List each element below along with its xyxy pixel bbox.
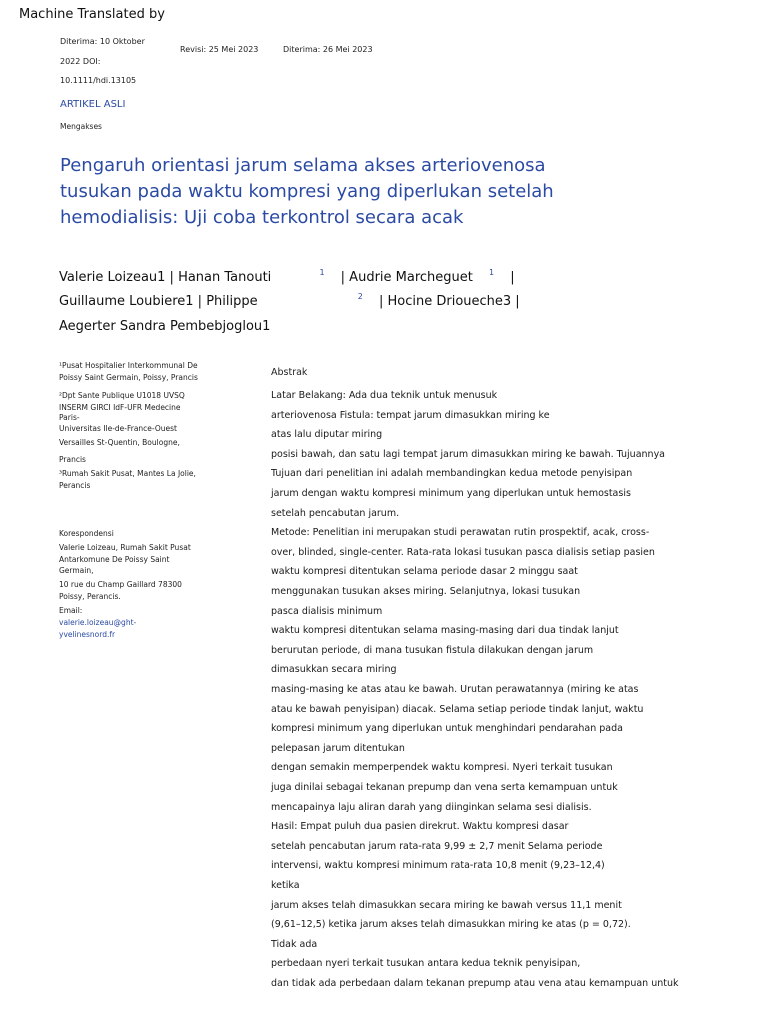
correspondence-line: Antarkomune De Poissy Saint xyxy=(59,554,170,564)
affiliation-line: ¹Pusat Hospitalier Interkommunal De xyxy=(59,361,198,370)
abstract-line: over, blinded, single-center. Rata-rata lokasi tusukan pasca dialisis setiap pasien xyxy=(271,546,655,558)
abstract-line: (9,61–12,5) ketika jarum akses telah dimasukkan miring ke atas (p = 0,72). xyxy=(271,919,631,931)
abstract-line: Metode: Penelitian ini merupakan studi perawatan rutin prospektif, acak, cross- xyxy=(271,527,650,539)
affiliation-line: Prancis xyxy=(59,455,86,464)
revised-date: Revisi: 25 Mei 2023 xyxy=(180,45,259,54)
email-label: Email: xyxy=(59,606,83,615)
title-line: Pengaruh orientasi jarum selama akses arteriovenosa xyxy=(60,155,546,176)
abstract-line: berurutan periode, di mana tusukan fistula dilakukan dengan jarum xyxy=(271,644,594,656)
correspondence-line: Germain, xyxy=(59,566,94,575)
authors-line-2 xyxy=(59,294,579,309)
abstract-line: posisi bawah, dan satu lagi tempat jarum dimasukkan miring ke bawah. Tujuannya xyxy=(271,448,666,460)
received-date-line-1: Diterima: 10 Oktober xyxy=(60,37,145,46)
abstract-line: Tidak ada xyxy=(271,938,318,950)
abstract-line: jarum dengan waktu kompresi minimum yang diperlukan untuk hemostasis xyxy=(271,488,631,499)
abstract-line: pasca dialisis minimum xyxy=(271,605,383,617)
affiliation-line: ³Rumah Sakit Pusat, Mantes La Jolie, xyxy=(59,469,196,478)
article-title xyxy=(60,153,620,231)
author-text: | Hocine Drioueche3 | xyxy=(378,294,520,309)
abstract-line: pelepasan jarum ditentukan xyxy=(271,742,405,754)
abstract-line: mencapainya laju aliran darah yang diinginkan selama sesi dialisis. xyxy=(271,801,592,813)
author-text: Guillaume Loubiere1 | Philippe xyxy=(59,294,258,309)
abstract-line: kompresi minimum yang diperlukan untuk menghindari pendarahan pada xyxy=(271,723,623,735)
abstract-line: setelah pencabutan jarum. xyxy=(271,507,400,519)
correspondence-line: 10 rue du Champ Gaillard 78300 xyxy=(59,580,182,589)
affiliations xyxy=(59,361,219,491)
accepted-date: Diterima: 26 Mei 2023 xyxy=(283,45,373,54)
machine-translated-watermark: Machine Translated by xyxy=(19,7,165,22)
abstract-line: juga dinilai sebagai tekanan prepump dan vena serta kemampuan untuk xyxy=(271,782,618,793)
abstract-line: waktu kompresi ditentukan selama masing-masing dari dua tindak lanjut xyxy=(271,625,619,637)
affiliation-line: Perancis xyxy=(59,481,91,490)
authors-line-1 xyxy=(59,270,579,285)
affiliation-line: Paris- xyxy=(59,413,80,422)
affiliation-line: Versailles St-Quentin, Boulogne, xyxy=(59,438,180,447)
abstract-line: waktu kompresi ditentukan selama periode dasar 2 minggu saat xyxy=(271,566,578,578)
author-text: | xyxy=(510,270,515,285)
abstract-line: intervensi, waktu kompresi minimum rata-rata 10,8 menit (9,23–12,4) xyxy=(271,860,605,872)
abstract-line: Hasil: Empat puluh dua pasien direkrut. Waktu kompresi dasar xyxy=(271,821,569,833)
abstract-line: atas lalu diputar miring xyxy=(271,429,383,441)
abstract-heading: Abstrak xyxy=(271,367,308,378)
abstract-line: Tujuan dari penelitian ini adalah membandingkan kedua metode penyisipan xyxy=(271,468,633,480)
abstract-line: dimasukkan secara miring xyxy=(271,664,397,676)
affiliation-marker: 1 xyxy=(489,268,495,277)
email-link[interactable]: valerie.loizeau@ght- xyxy=(59,618,137,627)
affiliation-line: Universitas Ile-de-France-Ouest xyxy=(59,424,177,433)
authors-line-3: Aegerter Sandra Pembebjoglou1 xyxy=(59,319,271,334)
title-line: tusukan pada waktu kompresi yang diperlukan setelah xyxy=(60,181,554,202)
section-label: Mengakses xyxy=(60,122,102,131)
affiliation-marker: 1 xyxy=(319,268,325,277)
affiliation-line: Poissy Saint Germain, Poissy, Prancis xyxy=(59,373,198,382)
abstract-line: Latar Belakang: Ada dua teknik untuk menusuk xyxy=(271,390,498,401)
received-date-line-2: 2022 DOI: xyxy=(60,57,101,66)
affiliation-line: INSERM GIRCI IdF-UFR Medecine xyxy=(59,403,181,412)
abstract-line: arteriovenosa Fistula: tempat jarum dimasukkan miring ke xyxy=(271,409,550,421)
doi: 10.1111/hdi.13105 xyxy=(60,76,137,85)
abstract-line: masing-masing ke atas atau ke bawah. Urutan perawatannya (miring ke atas xyxy=(271,684,639,695)
correspondence-line: Valerie Loizeau, Rumah Sakit Pusat xyxy=(59,543,191,552)
email-link[interactable]: yvelinesnord.fr xyxy=(59,630,116,639)
abstract-line: menggunakan tusukan akses miring. Selanjutnya, lokasi tusukan xyxy=(271,586,581,597)
abstract-line: jarum akses telah dimasukkan secara miring ke bawah versus 11,1 menit xyxy=(271,899,622,911)
abstract-line: dengan semakin memperpendek waktu kompresi. Nyeri terkait tusukan xyxy=(271,762,613,774)
correspondence-line: Poissy, Perancis. xyxy=(59,592,121,601)
article-type: ARTIKEL ASLI xyxy=(60,99,126,110)
correspondence-heading: Korespondensi xyxy=(59,529,114,538)
title-line: hemodialisis: Uji coba terkontrol secara acak xyxy=(60,207,464,228)
abstract-line: ketika xyxy=(271,880,300,891)
author-text: | Audrie Marcheguet xyxy=(340,270,473,285)
abstract-line: dan tidak ada perbedaan dalam tekanan prepump atau vena atau kemampuan untuk xyxy=(271,978,679,989)
abstract-line: setelah pencabutan jarum rata-rata 9,99 ± 2,7 menit Selama periode xyxy=(271,840,603,852)
affiliation-marker: 2 xyxy=(357,292,363,301)
correspondence xyxy=(59,529,219,642)
affiliation-line: ²Dpt Sante Publique U1018 UVSQ xyxy=(59,391,185,400)
author-text: Valerie Loizeau1 | Hanan Tanouti xyxy=(59,270,272,285)
abstract-line: atau ke bawah penyisipan) diacak. Selama setiap periode tindak lanjut, waktu xyxy=(271,703,644,715)
abstract-line: perbedaan nyeri terkait tusukan antara kedua teknik penyisipan, xyxy=(271,958,581,970)
